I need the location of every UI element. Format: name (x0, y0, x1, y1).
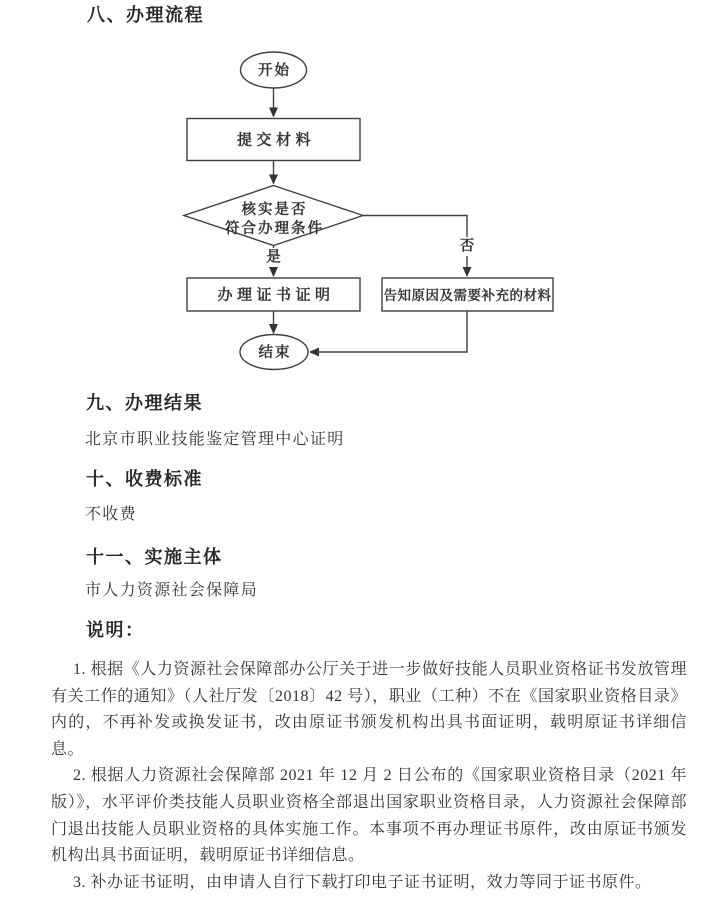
approve-node-label: 办理证书证明 (217, 287, 335, 304)
start-node-label: 开始 (258, 63, 291, 79)
decision-label-line1: 核实是否 (241, 202, 308, 218)
connector-reject-to-end (310, 311, 467, 352)
no-branch-label: 否 (459, 238, 475, 255)
section-heading-process-flow: 八、办理流程 (87, 5, 204, 25)
note-paragraph-3: 3. 补办证书证明，由申请人自行下载打印电子证书证明，效力等同于证书原件。 (73, 873, 652, 891)
section-heading-fee: 十、收费标准 (86, 469, 203, 489)
agency-body-text: 市人力资源社会保障局 (85, 582, 259, 599)
note-paragraph-2: 2. 根据人力资源社会保障部 2021 年 12 月 2 日公布的《国家职业资格目录（2021 年版）》，水平评价类技能人员职业资格全部退出国家职业资格目录，人力资源社会保障部门退出技能人员职业资格的具体实施工作。本事项不再办理证书原件，改由原证书颁发机构出具书面证明，载明原证书详细信息。 (51, 767, 687, 865)
end-node-label: 结束 (258, 345, 292, 361)
section-heading-result: 九、办理结果 (86, 393, 203, 413)
result-body-text: 北京市职业技能鉴定管理中心证明 (85, 431, 345, 448)
connector-no-to-reject (363, 216, 467, 277)
process-flowchart (0, 0, 720, 392)
yes-branch-label: 是 (266, 249, 281, 266)
notes-block (51, 657, 687, 896)
section-heading-agency: 十一、实施主体 (86, 547, 223, 567)
reject-node-label: 告知原因及需要补充的材料 (383, 288, 552, 303)
decision-label-line2: 符合办理条件 (225, 221, 324, 237)
note-paragraph-1: 1. 根据《人力资源社会保障部办公厅关于进一步做好技能人员职业资格证书发放管理有关工作的通知》（人社厅发〔2018〕42 号），职业（工种）不在《国家职业资格目录》内的，不再补发或换发证书，改由原证书颁发机构出具书面证明，载明原证书详细信息。 (51, 661, 687, 758)
submit-materials-label: 提交材料 (236, 132, 316, 149)
fee-body-text: 不收费 (85, 506, 137, 523)
section-heading-notes: 说明： (86, 620, 145, 640)
